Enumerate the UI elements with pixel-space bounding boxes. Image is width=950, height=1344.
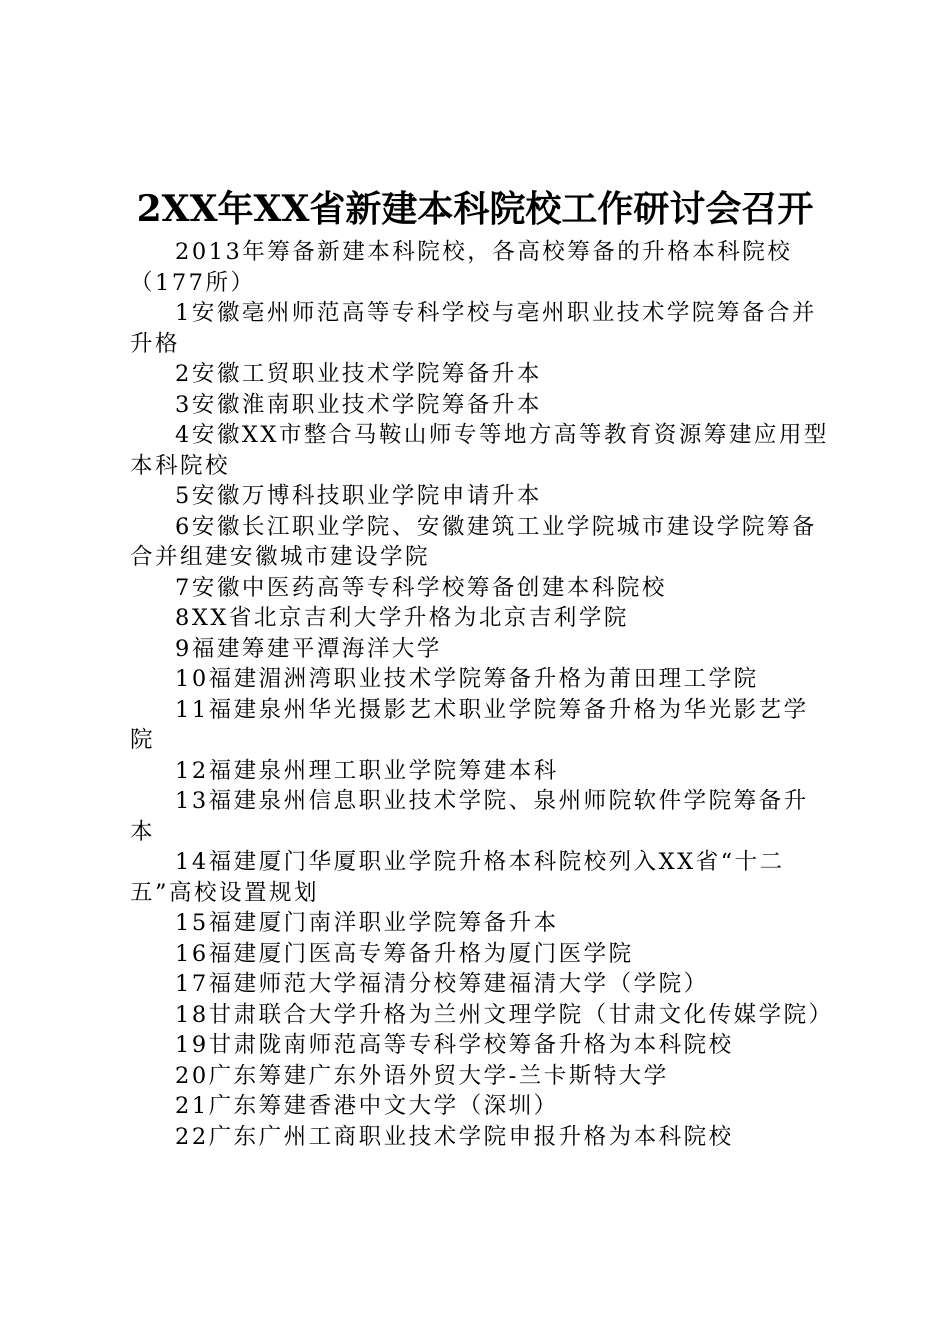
paragraph: 2013年筹备新建本科院校，各高校筹备的升格本科院校（177所）: [130, 239, 793, 296]
list-item: 21广东筹建香港中文大学（深圳）: [175, 1093, 559, 1119]
list-item: 9福建筹建平潭海洋大学: [175, 635, 442, 662]
list-item: 3安徽淮南职业技术学院筹备升本: [175, 391, 542, 418]
list-item: 8XX省北京吉利大学升格为北京吉利学院: [175, 605, 629, 631]
list-item: 22广东广州工商职业技术学院申报升格为本科院校: [175, 1123, 734, 1150]
list-item: 11福建泉州华光摄影艺术职业学院筹备升格为华光影艺学院: [130, 696, 809, 753]
document-body: [130, 237, 834, 1152]
list-item: 5安徽万博科技职业学院申请升本: [175, 483, 542, 509]
list-item: 15福建厦门南洋职业学院筹备升本: [175, 910, 559, 936]
list-item: 1安徽亳州师范高等专科学校与亳州职业技术学院筹备合并升格: [130, 300, 817, 357]
list-item: 4安徽XX市整合马鞍山师专等地方高等教育资源筹建应用型本科院校: [130, 422, 829, 479]
list-item: 10福建湄洲湾职业技术学院筹备升格为莆田理工学院: [175, 666, 759, 692]
list-item: 13福建泉州信息职业技术学院、泉州师院软件学院筹备升本: [130, 788, 809, 845]
list-item: 19甘肃陇南师范高等专科学校筹备升格为本科院校: [175, 1032, 734, 1058]
list-item: 17福建师范大学福清分校筹建福清大学（学院）: [175, 971, 709, 997]
list-item: 20广东筹建广东外语外贸大学-兰卡斯特大学: [175, 1062, 669, 1089]
list-item: 14福建厦门华厦职业学院升格本科院校列入XX省“十二五”高校设置规划: [130, 849, 785, 906]
list-item: 7安徽中医药高等专科学校筹备创建本科院校: [175, 574, 667, 601]
list-item: 16福建厦门医高专筹备升格为厦门医学院: [175, 940, 634, 967]
list-item: 6安徽长江职业学院、安徽建筑工业学院城市建设学院筹备合并组建安徽城市建设学院: [130, 513, 817, 570]
list-item: 2安徽工贸职业技术学院筹备升本: [175, 361, 542, 387]
document-title: 2XX年XX省新建本科院校工作研讨会召开: [136, 188, 814, 230]
list-item: 18甘肃联合大学升格为兰州文理学院（甘肃文化传媒学院）: [175, 1001, 834, 1028]
list-item: 12福建泉州理工职业学院筹建本科: [175, 757, 559, 784]
